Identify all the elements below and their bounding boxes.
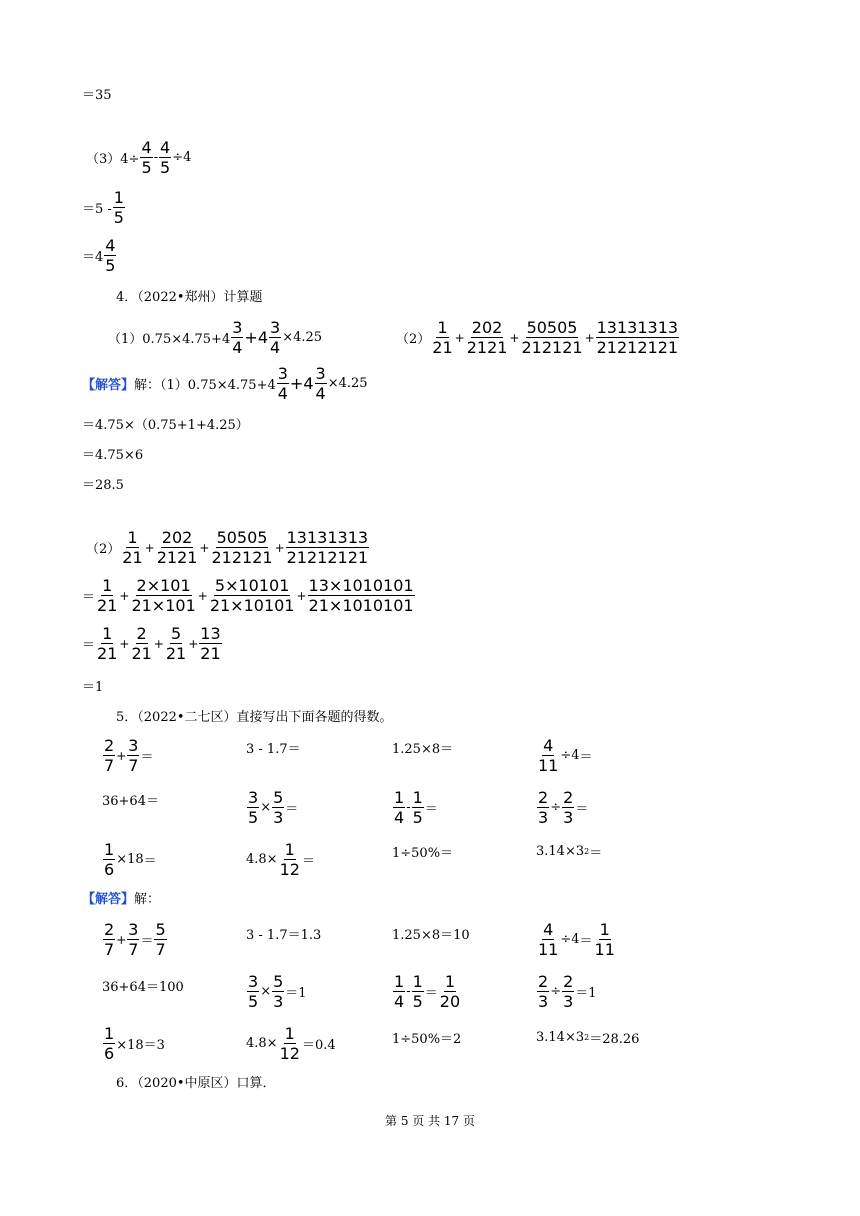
question-4-title: 4．（2022•郑州）计算题 (116, 290, 263, 305)
q5-item (102, 736, 153, 775)
step-line (82, 236, 117, 275)
fraction: $\frac{3}{5}$ (248, 788, 259, 827)
fraction: $\frac{3}{4}$ (315, 364, 326, 403)
fraction: $\frac{2}{7}$ (104, 736, 115, 775)
fraction: $\frac{202}{2121}$ (156, 528, 198, 567)
equation-text: ＝4 (82, 250, 104, 265)
operator: + (274, 540, 285, 555)
equation-text: ＝4.75×（0.75+1+4.25） (82, 418, 249, 433)
fraction: $\frac{2}{3}$ (538, 972, 549, 1011)
equation-text: +4 (289, 374, 314, 393)
equation-text: ＝35 (82, 88, 112, 103)
fraction: $\frac{2}{21}$ (131, 624, 152, 663)
q4-b-line2 (82, 576, 416, 615)
step-line (82, 474, 124, 493)
operator: + (144, 540, 155, 555)
q5-answer-item: 3.14×3 2 ＝28.26 (536, 1030, 640, 1047)
operator: + (509, 330, 520, 345)
fraction: $\frac{4}{11}$ (538, 736, 559, 775)
fraction: $\frac{2}{3}$ (563, 788, 574, 827)
equation-text: 解：（1）0.75×4.75+4 (134, 378, 276, 393)
operator: + (296, 588, 307, 603)
q5-item: 1.25×8＝ (392, 742, 454, 757)
fraction: $\frac{13131313}{21212121}$ (286, 528, 369, 567)
equation-text: ＝28.5 (82, 478, 124, 493)
equation-text: ÷4 (172, 150, 192, 165)
operator: + (153, 636, 164, 651)
q5-item: $\frac{4}{11}$ ÷4 ＝ (538, 736, 593, 775)
fraction: $\frac{1}{5}$ (412, 788, 423, 827)
operator: + (454, 330, 465, 345)
answer-tag: 【解答】 (82, 892, 135, 907)
result-line (82, 84, 112, 103)
operator: + (119, 588, 130, 603)
fraction: $\frac{1}{6}$ (104, 840, 115, 879)
equation-text: +4 (244, 328, 268, 347)
operator: + (199, 540, 210, 555)
q5-answer-item: $\frac{1}{4}$ - $\frac{1}{5}$ ＝ $\frac{1}{20}$ (394, 972, 461, 1011)
fraction: $\frac{3}{7}$ (128, 920, 139, 959)
equation-text: ＝4.75×6 (82, 448, 144, 463)
answer-tag: 【解答】 (82, 378, 135, 393)
q4-part1 (108, 318, 322, 357)
fraction: $\frac{3}{4}$ (232, 318, 243, 357)
operator: + (188, 636, 199, 651)
q5-answer-item: 4.8× $\frac{1}{12}$ ＝0.4 (246, 1024, 336, 1063)
step-line (82, 188, 126, 227)
operator: + (584, 330, 595, 345)
fraction: $\frac{1}{6}$ (104, 1024, 115, 1063)
q5-item: $\frac{1}{6}$ ×18 ＝ (104, 840, 157, 879)
operator: ＝ (82, 638, 96, 653)
q5-answer-item: $\frac{4}{11}$ ÷4 ＝ $\frac{1}{11}$ (538, 920, 615, 959)
fraction: $\frac{3}{7}$ (128, 736, 139, 775)
fraction: $\frac{4}{5}$ (160, 138, 171, 177)
q5-answer-item: 1.25×8＝10 (392, 928, 470, 943)
equation-text: ＝5 - (82, 202, 112, 217)
fraction: $\frac{2}{3}$ (563, 972, 574, 1011)
operator: ＝ (140, 750, 154, 765)
fraction: $\frac{4}{5}$ (141, 138, 152, 177)
q5-item: $\frac{3}{5}$ × $\frac{5}{3}$ ＝ (248, 788, 299, 827)
q5-answer-line: 【解答】 解： (82, 888, 160, 907)
q5-item: $\frac{2}{3}$ ÷ $\frac{2}{3}$ ＝ (538, 788, 589, 827)
fraction: $\frac{50505}{212121}$ (521, 318, 583, 357)
q5-answer-item: 1÷50%＝2 (392, 1032, 462, 1047)
q5-item: 3.14×3 2 ＝ (536, 844, 603, 861)
problem-label: （2） (86, 542, 121, 557)
operator: + (119, 636, 130, 651)
q4-answer-line (82, 364, 368, 403)
fraction: $\frac{5\times 10101}{21\times 10101}$ (209, 576, 295, 615)
fraction: $\frac{2\times 101}{21\times 101}$ (131, 576, 196, 615)
problem-label: （3）4÷ (86, 152, 140, 167)
fraction: $\frac{1}{4}$ (394, 972, 405, 1011)
operator: ＝ (82, 590, 96, 605)
fraction: $\frac{3}{5}$ (248, 972, 259, 1011)
equation-text: ×4.25 (282, 330, 323, 345)
problem-label: （2） (396, 332, 431, 347)
fraction: $\frac{1}{12}$ (279, 1024, 300, 1063)
fraction: $\frac{5}{7}$ (155, 920, 166, 959)
fraction: $\frac{1}{5}$ (412, 972, 423, 1011)
fraction: $\frac{1}{5}$ (113, 188, 124, 227)
fraction: $\frac{13131313}{21212121}$ (596, 318, 679, 357)
fraction: $\frac{1}{12}$ (279, 840, 300, 879)
q5-answer-item: 3 - 1.7＝1.3 (246, 928, 322, 943)
operator: + (116, 748, 127, 763)
q4-part2 (396, 318, 680, 357)
fraction: $\frac{2}{7}$ (104, 920, 115, 959)
question-6-title: 6．（2020•中原区）口算． (116, 1076, 276, 1091)
fraction: $\frac{1}{21}$ (97, 576, 118, 615)
fraction: $\frac{5}{3}$ (273, 788, 284, 827)
q5-answer-item: $\frac{2}{7}$ + $\frac{3}{7}$ ＝ $\frac{5}{7}$ (104, 920, 166, 959)
equation-text: （1）0.75×4.75+4 (108, 332, 231, 347)
step-line (82, 414, 249, 433)
fraction: $\frac{3}{4}$ (270, 318, 281, 357)
operator: + (197, 588, 208, 603)
q5-answer-item: 36+64＝100 (102, 980, 184, 995)
fraction: $\frac{2}{3}$ (538, 788, 549, 827)
fraction: $\frac{202}{2121}$ (466, 318, 508, 357)
q5-answer-item: $\frac{2}{3}$ ÷ $\frac{2}{3}$ ＝1 (538, 972, 597, 1011)
page-footer: 第 5 页 共 17 页 (385, 1114, 475, 1128)
fraction: $\frac{1}{4}$ (394, 788, 405, 827)
fraction: $\frac{1}{21}$ (432, 318, 453, 357)
q5-item: $\frac{1}{4}$ - $\frac{1}{5}$ ＝ (394, 788, 438, 827)
fraction: $\frac{4}{11}$ (538, 920, 559, 959)
equation-text: ＝1 (82, 680, 104, 695)
q5-answer-item: $\frac{1}{6}$ ×18＝3 (104, 1024, 165, 1063)
fraction: $\frac{5}{21}$ (165, 624, 187, 663)
q5-answer-item: $\frac{3}{5}$ × $\frac{5}{3}$ ＝1 (248, 972, 307, 1011)
exponent: 2 (584, 1033, 590, 1042)
operator: - (153, 150, 159, 165)
fraction: $\frac{3}{4}$ (277, 364, 288, 403)
exponent: 2 (584, 847, 590, 856)
step-line (82, 676, 103, 695)
fraction: $\frac{50505}{212121}$ (211, 528, 273, 567)
q5-item: 3 - 1.7＝ (246, 742, 301, 757)
problem-3-line (86, 138, 191, 177)
fraction: $\frac{1}{21}$ (122, 528, 143, 567)
fraction: $\frac{5}{3}$ (273, 972, 284, 1011)
fraction: $\frac{13}{21}$ (200, 624, 221, 663)
fraction: $\frac{1}{11}$ (594, 920, 615, 959)
equation-text: ×4.25 (327, 376, 368, 391)
question-5-title: 5．（2022•二七区）直接写出下面各题的得数。 (116, 710, 393, 725)
fraction: $\frac{1}{20}$ (439, 972, 461, 1011)
q4-b-line1 (86, 528, 370, 567)
step-line (82, 444, 143, 463)
q5-item: 1÷50%＝ (392, 846, 454, 861)
fraction: $\frac{4}{5}$ (105, 236, 116, 275)
fraction: $\frac{1}{21}$ (97, 624, 118, 663)
fraction: $\frac{13\times 1010101}{21\times 1010101}$ (308, 576, 414, 615)
q4-b-line3 (82, 624, 223, 663)
q5-item: 36+64＝ (102, 794, 159, 809)
q5-item: 4.8× $\frac{1}{12}$ ＝ (246, 840, 315, 879)
